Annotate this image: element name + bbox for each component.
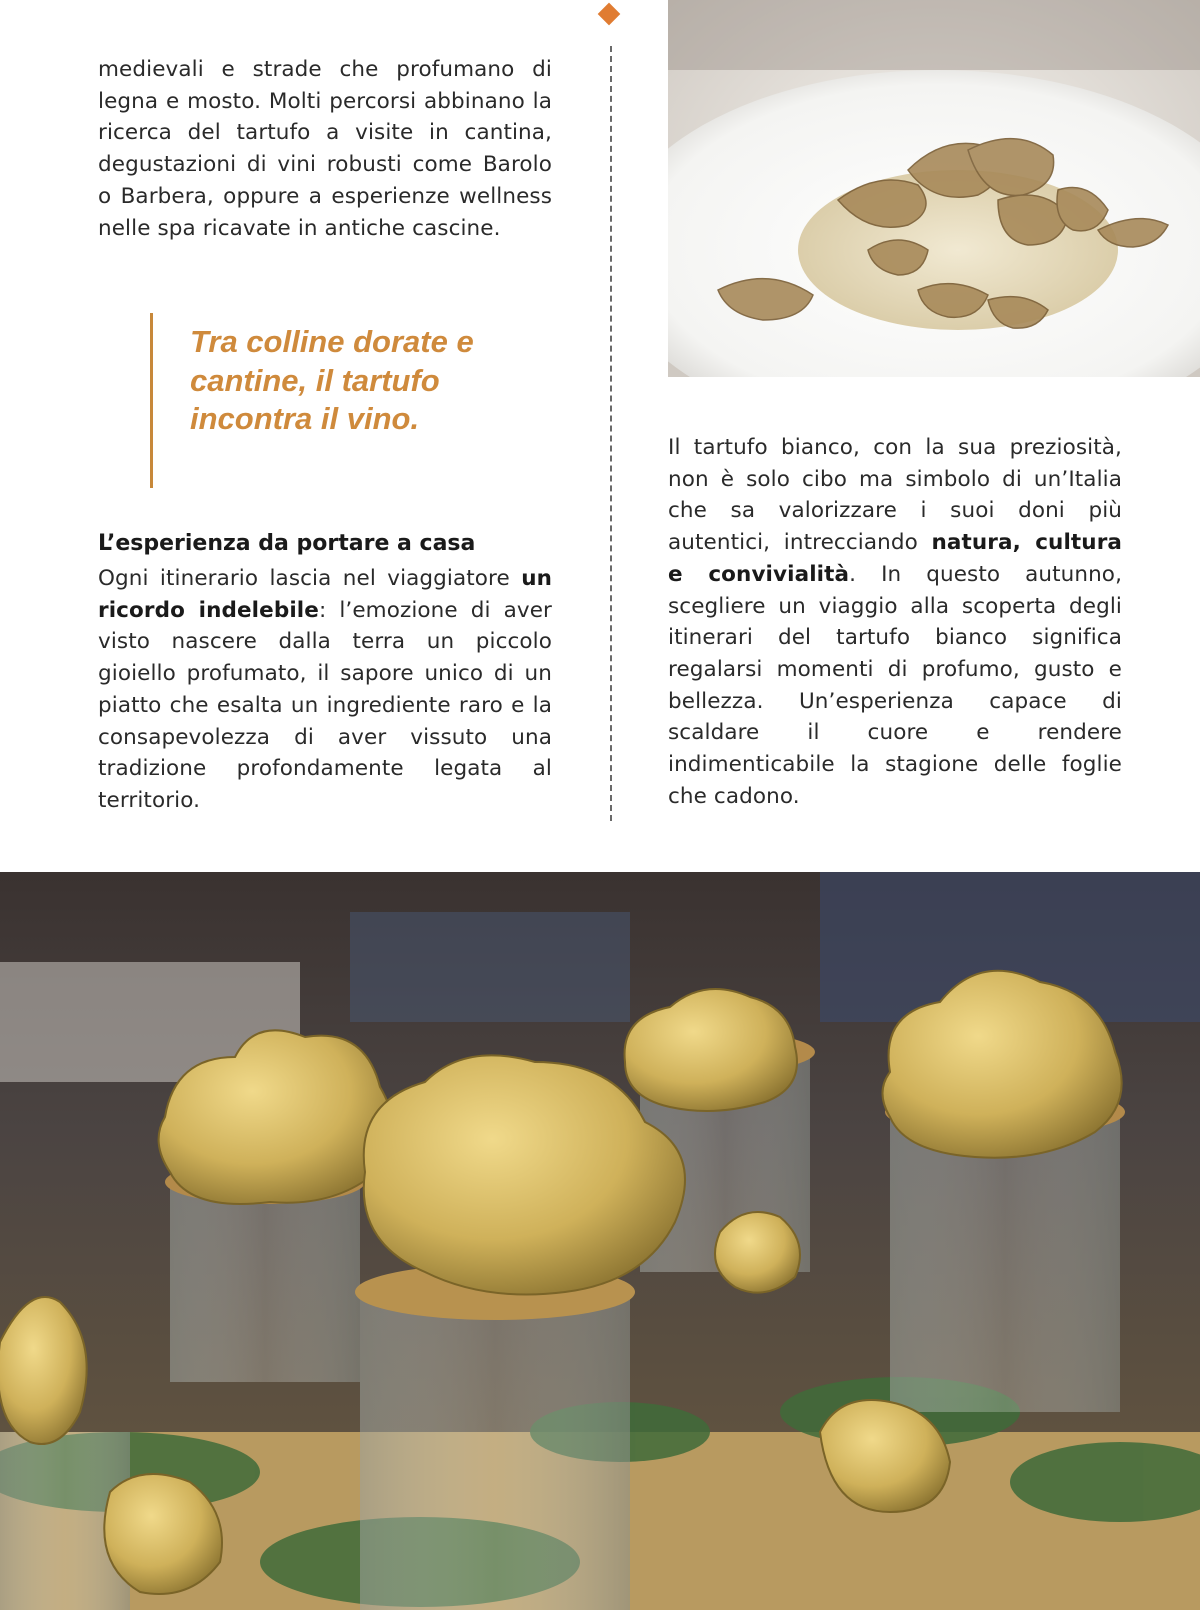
dish-photo [668, 0, 1200, 377]
experience-text-end: : l’emozione di aver visto nascere dalla terra un piccolo gioiello profumato, il sapore unico di un piatto che esalta un ingrediente raro e la consapevolezza di aver vissuto una tradizione profondamente legata al territorio. [98, 597, 552, 813]
experience-text-bold: un ricordo indelebile [98, 566, 552, 623]
intro-text: medievali e strade che profumano di legna e mosto. Molti percorsi abbinano la ricerca del tartufo a visite in cantina, degustazioni di vini robusti come Barolo o Barbera, oppure a esperienze wellness nelle spa ricavate in antiche cascine. [98, 57, 552, 241]
column-divider [610, 46, 612, 821]
conclusion-paragraph [668, 432, 1122, 812]
section-heading: L’esperienza da portare a casa [98, 531, 476, 556]
experience-text-start: Ogni itinerario lascia nel viaggiatore [98, 566, 522, 591]
pull-quote-text: Tra colline dorate e cantine, il tartufo incontra il vino. [190, 324, 474, 436]
conclusion-text-bold: natura, cultura e convivialità [668, 530, 1123, 587]
pull-quote [150, 313, 553, 488]
conclusion-text-end: . In questo autunno, scegliere un viaggio alla scoperta degli itinerari del tartufo bianco significa regalarsi momenti di profumo, gusto e bellezza. Un’esperienza capace di scaldare il cuore e rendere indimenticabile la stagione delle foglie che cadono. [668, 561, 1122, 809]
accent-diamond-icon [598, 3, 621, 26]
conclusion-text-start: Il tartufo bianco, con la sua preziosità, non è solo cibo ma simbolo di un’Italia che sa valorizzare i suoi doni più autentici, intrecciando [668, 435, 1122, 556]
intro-paragraph [98, 54, 552, 244]
experience-paragraph [98, 563, 552, 817]
truffle-photo [0, 872, 1200, 1610]
